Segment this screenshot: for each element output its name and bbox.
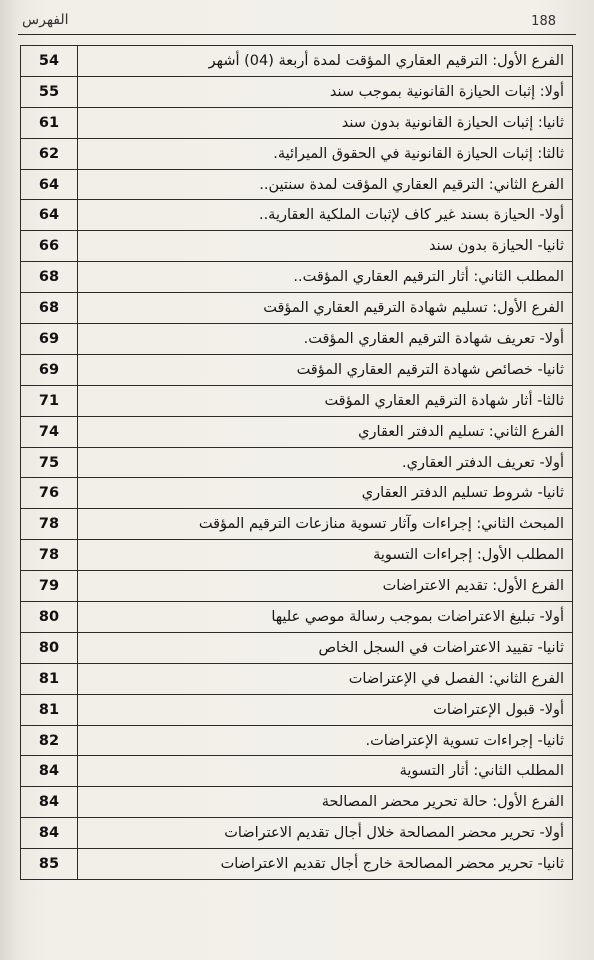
toc-entry-title: ثالثا- أثار شهادة الترقيم العقاري المؤقت xyxy=(78,385,573,416)
toc-page-number: 62 xyxy=(21,138,78,169)
toc-row xyxy=(21,540,573,571)
toc-entry-title: المطلب الثاني: أثار الترقيم العقاري المؤقت.. xyxy=(78,262,573,293)
toc-row xyxy=(21,200,573,231)
toc-page-number: 80 xyxy=(21,602,78,633)
toc-entry-title: ثانيا: إثبات الحيازة القانونية بدون سند xyxy=(78,107,573,138)
toc-entry-title: ثانيا- إجراءات تسوية الإعتراضات. xyxy=(78,725,573,756)
toc-entry-title: الفرع الأول: تقديم الاعتراضات xyxy=(78,571,573,602)
toc-entry-title: المطلب الأول: إجراءات التسوية xyxy=(78,540,573,571)
toc-page-number: 68 xyxy=(21,293,78,324)
toc-page-number: 84 xyxy=(21,818,78,849)
toc-page-number: 81 xyxy=(21,694,78,725)
toc-page-number: 64 xyxy=(21,169,78,200)
toc-page-number: 76 xyxy=(21,478,78,509)
toc-entry-title: الفرع الثاني: الترقيم العقاري المؤقت لمدة سنتين.. xyxy=(78,169,573,200)
toc-page-number: 81 xyxy=(21,663,78,694)
page-header xyxy=(18,6,576,35)
toc-page-number: 79 xyxy=(21,571,78,602)
toc-page-number: 71 xyxy=(21,385,78,416)
toc-entry-title: ثانيا- شروط تسليم الدفتر العقاري xyxy=(78,478,573,509)
toc-page-number: 84 xyxy=(21,787,78,818)
toc-entry-title: المطلب الثاني: أثار التسوية xyxy=(78,756,573,787)
toc-row xyxy=(21,262,573,293)
toc-entry-title: المبحث الثاني: إجراءات وآثار تسوية منازعات الترقيم المؤقت xyxy=(78,509,573,540)
toc-row xyxy=(21,107,573,138)
toc-row xyxy=(21,354,573,385)
toc-entry-title: أولا- تعريف شهادة الترقيم العقاري المؤقت. xyxy=(78,324,573,355)
toc-row xyxy=(21,231,573,262)
table-of-contents xyxy=(20,45,573,880)
toc-row xyxy=(21,694,573,725)
toc-entry-title: أولا- تبليغ الاعتراضات بموجب رسالة موصي عليها xyxy=(78,602,573,633)
toc-row xyxy=(21,818,573,849)
toc-row xyxy=(21,416,573,447)
toc-row xyxy=(21,138,573,169)
toc-page-number: 78 xyxy=(21,540,78,571)
toc-row xyxy=(21,849,573,880)
toc-row xyxy=(21,169,573,200)
toc-body xyxy=(21,46,573,880)
toc-row xyxy=(21,756,573,787)
toc-page-number: 80 xyxy=(21,632,78,663)
toc-row xyxy=(21,385,573,416)
toc-row xyxy=(21,632,573,663)
toc-page-number: 61 xyxy=(21,107,78,138)
toc-page-number: 68 xyxy=(21,262,78,293)
toc-entry-title: ثالثا: إثبات الحيازة القانونية في الحقوق الميرائية. xyxy=(78,138,573,169)
toc-row xyxy=(21,447,573,478)
toc-entry-title: الفرع الأول: حالة تحرير محضر المصالحة xyxy=(78,787,573,818)
running-title: الفهرس xyxy=(22,12,69,28)
toc-entry-title: الفرع الأول: الترقيم العقاري المؤقت لمدة أربعة (04) أشهر xyxy=(78,46,573,77)
toc-entry-title: أولا- تعريف الدفتر العقاري. xyxy=(78,447,573,478)
toc-row xyxy=(21,293,573,324)
toc-page-number: 66 xyxy=(21,231,78,262)
toc-entry-title: ثانيا- تقييد الاعتراضات في السجل الخاص xyxy=(78,632,573,663)
toc-row xyxy=(21,663,573,694)
toc-entry-title: الفرع الأول: تسليم شهادة الترقيم العقاري المؤقت xyxy=(78,293,573,324)
toc-entry-title: أولا: إثبات الحيازة القانونية بموجب سند xyxy=(78,76,573,107)
toc-page-number: 82 xyxy=(21,725,78,756)
toc-page-number: 75 xyxy=(21,447,78,478)
toc-page-number: 55 xyxy=(21,76,78,107)
toc-entry-title: الفرع الثاني: تسليم الدفتر العقاري xyxy=(78,416,573,447)
toc-entry-title: الفرع الثاني: الفصل في الإعتراضات xyxy=(78,663,573,694)
toc-row xyxy=(21,571,573,602)
toc-page-number: 84 xyxy=(21,756,78,787)
toc-row xyxy=(21,46,573,77)
toc-page-number: 64 xyxy=(21,200,78,231)
toc-row xyxy=(21,787,573,818)
toc-entry-title: أولا- الحيازة بسند غير كاف لإثبات الملكية العقارية.. xyxy=(78,200,573,231)
toc-entry-title: أولا- تحرير محضر المصالحة خلال أجال تقديم الاعتراضات xyxy=(78,818,573,849)
page-number: 188 xyxy=(531,14,556,29)
toc-page-number: 74 xyxy=(21,416,78,447)
toc-row xyxy=(21,602,573,633)
toc-entry-title: أولا- قبول الإعتراضات xyxy=(78,694,573,725)
toc-page-number: 69 xyxy=(21,324,78,355)
toc-row xyxy=(21,509,573,540)
toc-page-number: 69 xyxy=(21,354,78,385)
toc-entry-title: ثانيا- خصائص شهادة الترقيم العقاري المؤقت xyxy=(78,354,573,385)
toc-page-number: 85 xyxy=(21,849,78,880)
toc-entry-title: ثانيا- تحرير محضر المصالحة خارج أجال تقديم الاعتراضات xyxy=(78,849,573,880)
toc-entry-title: ثانيا- الحيازة بدون سند xyxy=(78,231,573,262)
toc-row xyxy=(21,324,573,355)
toc-page-number: 54 xyxy=(21,46,78,77)
toc-row xyxy=(21,478,573,509)
toc-page-number: 78 xyxy=(21,509,78,540)
toc-row xyxy=(21,76,573,107)
toc-row xyxy=(21,725,573,756)
